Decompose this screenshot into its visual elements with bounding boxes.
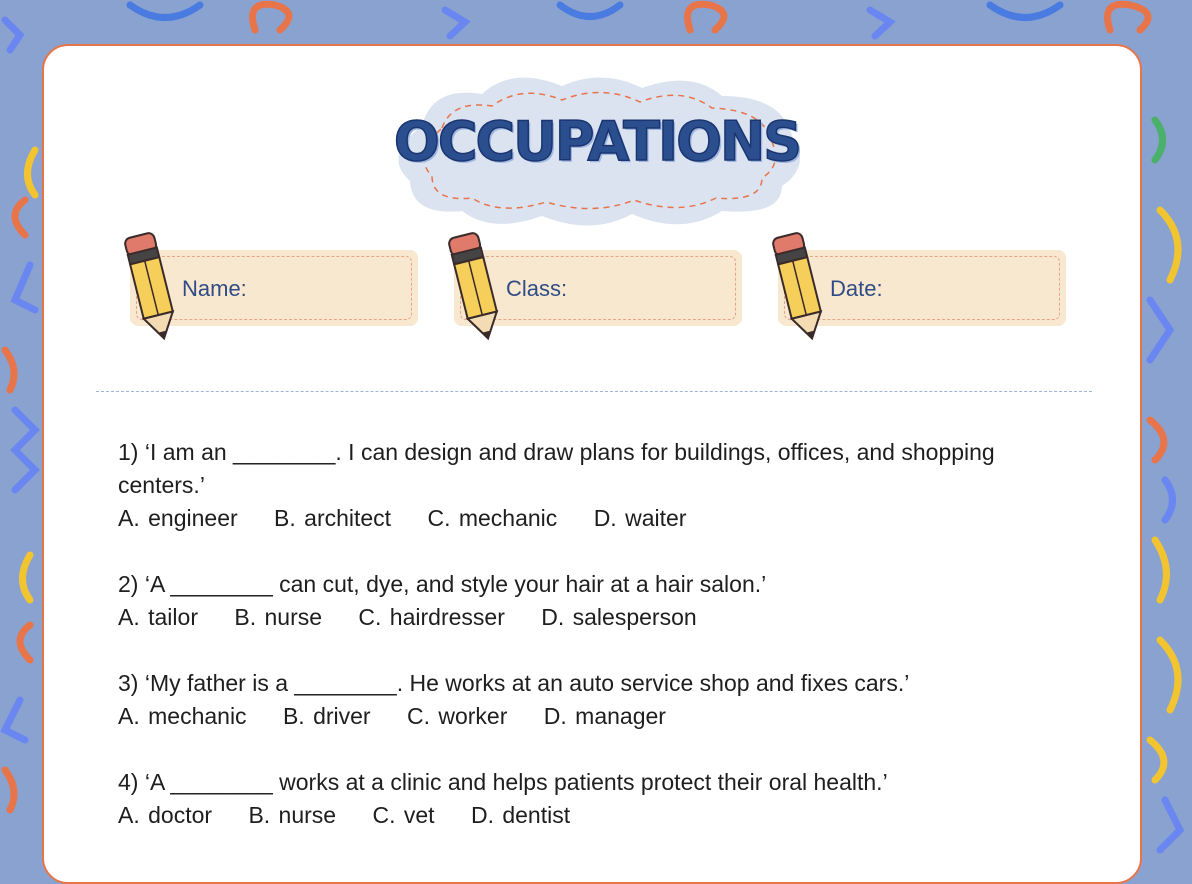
title-cloud: [382, 66, 812, 226]
pencil-icon: [116, 226, 186, 346]
pencil-icon: [440, 226, 510, 346]
option-a[interactable]: A. engineer: [118, 505, 238, 531]
option-c[interactable]: C. hairdresser: [358, 604, 505, 630]
question-list: [118, 436, 1078, 865]
option-c[interactable]: C. vet: [372, 802, 435, 828]
question-stem: 1) ‘I am an ________. I can design and draw plans for buildings, offices, and shopping centers.’: [118, 439, 995, 498]
question-1: [118, 436, 1078, 535]
question-2: [118, 568, 1078, 634]
page-title: OCCUPATIONS: [393, 110, 801, 173]
option-b[interactable]: B. nurse: [234, 604, 323, 630]
option-a[interactable]: A. doctor: [118, 802, 213, 828]
worksheet-sheet: [42, 44, 1142, 884]
option-d[interactable]: D. waiter: [593, 505, 687, 531]
question-stem: 2) ‘A ________ can cut, dye, and style your hair at a hair salon.’: [118, 571, 767, 597]
date-label: Date:: [830, 276, 883, 301]
option-d[interactable]: D. manager: [543, 703, 666, 729]
option-a[interactable]: A. mechanic: [118, 703, 247, 729]
option-c[interactable]: C. mechanic: [427, 505, 558, 531]
question-4: [118, 766, 1078, 832]
question-options: [118, 601, 1078, 634]
question-stem: 4) ‘A ________ works at a clinic and helps patients protect their oral health.’: [118, 769, 888, 795]
question-options: [118, 502, 1078, 535]
option-b[interactable]: B. architect: [274, 505, 392, 531]
question-3: [118, 667, 1078, 733]
name-label: Name:: [182, 276, 247, 301]
question-stem: 3) ‘My father is a ________. He works at an auto service shop and fixes cars.’: [118, 670, 910, 696]
question-options: [118, 700, 1078, 733]
option-d[interactable]: D. dentist: [470, 802, 571, 828]
dashed-divider: [96, 391, 1092, 392]
option-b[interactable]: B. nurse: [248, 802, 337, 828]
option-d[interactable]: D. salesperson: [541, 604, 697, 630]
pencil-icon: [764, 226, 834, 346]
option-b[interactable]: B. driver: [282, 703, 371, 729]
option-a[interactable]: A. tailor: [118, 604, 198, 630]
class-label: Class:: [506, 276, 568, 301]
option-c[interactable]: C. worker: [406, 703, 508, 729]
question-options: [118, 799, 1078, 832]
